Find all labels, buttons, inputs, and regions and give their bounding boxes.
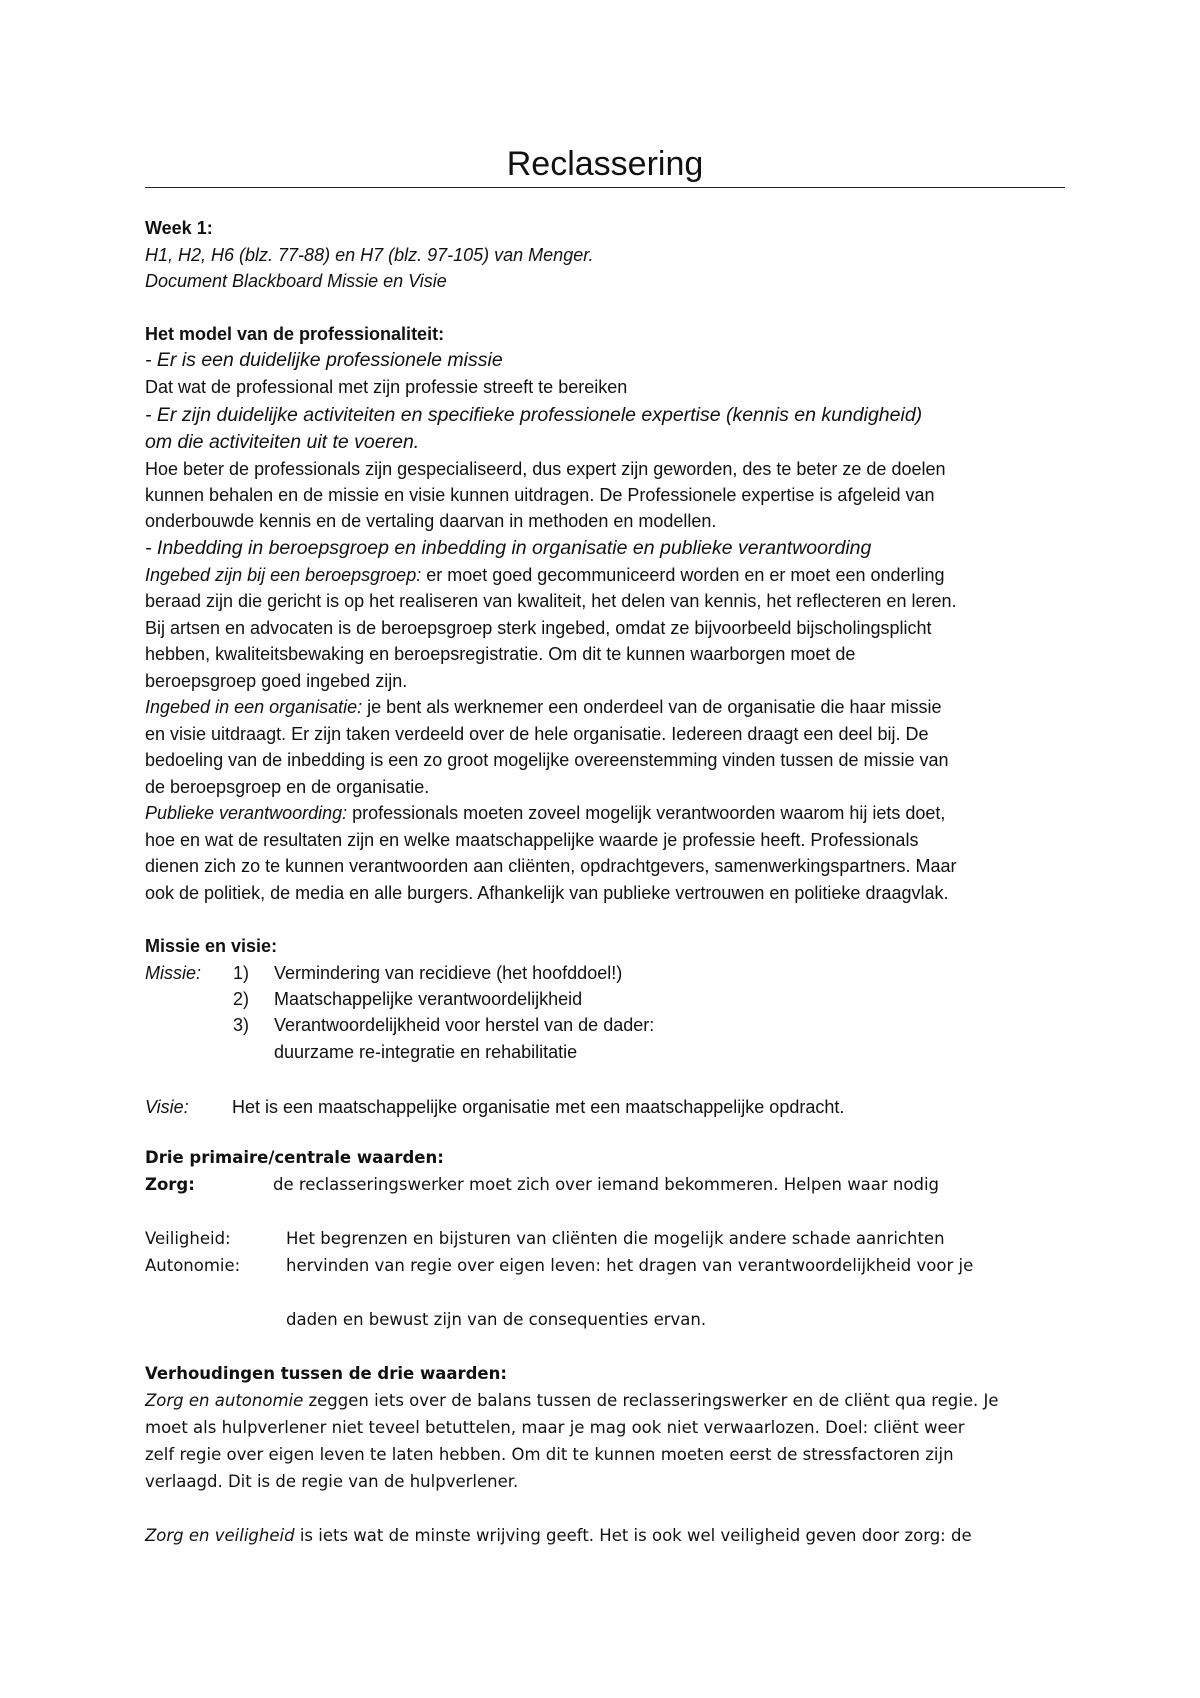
- visie-label: Visie:: [145, 1097, 189, 1117]
- beroepsgroep-label: Ingebed zijn bij een beroepsgroep:: [145, 565, 422, 585]
- waarden-heading: Drie primaire/centrale waarden:: [145, 1148, 444, 1167]
- model-point-2-text: onderbouwde kennis en de vertaling daarvan in methoden en modellen.: [145, 511, 717, 531]
- publiek-paragraph: Publieke verantwoording: professionals moeten zoveel mogelijk verantwoorden waarom hij iets doet,: [145, 803, 946, 823]
- zorg-autonomie-text: verlaagd. Dit is de regie van de hulpverlener.: [145, 1472, 519, 1491]
- publiek-text: dienen zich zo te kunnen verantwoorden aan cliënten, opdrachtgevers, samenwerkingspartners. Maar: [145, 856, 957, 876]
- publiek-text: hoe en wat de resultaten zijn en welke maatschappelijke waarde je professie heeft. Professionals: [145, 830, 919, 850]
- organisatie-text: de beroepsgroep en de organisatie.: [145, 777, 430, 797]
- autonomie-text: hervinden van regie over eigen leven: het dragen van verantwoordelijkheid voor je: [286, 1256, 974, 1275]
- zorg-autonomie-text: moet als hulpverlener niet teveel betuttelen, maar je mag ook niet verwaarlozen. Doel: cliënt weer: [145, 1418, 965, 1437]
- title-underline: [145, 187, 1065, 188]
- zorg-autonomie-text: zelf regie over eigen leven te laten hebben. Om dit te kunnen moeten eerst de stressfactoren zijn: [145, 1445, 954, 1464]
- missie-item-1-number: 1): [233, 963, 250, 983]
- beroepsgroep-text: hebben, kwaliteitsbewaking en beroepsregistratie. Om dit te kunnen waarborgen moet de: [145, 644, 856, 664]
- missie-item-1-text: Vermindering van recidieve (het hoofddoel!): [274, 963, 623, 983]
- zorg-text: de reclasseringswerker moet zich over iemand bekommeren. Helpen waar nodig: [273, 1175, 940, 1194]
- autonomie-text-cont: daden en bewust zijn van de consequenties ervan.: [286, 1310, 707, 1329]
- missie-item-2-text: Maatschappelijke verantwoordelijkheid: [274, 989, 583, 1009]
- model-heading: Het model van de professionaliteit:: [145, 324, 445, 344]
- organisatie-text: en visie uitdraagt. Er zijn taken verdeeld over de hele organisatie. Iedereen draagt een deel bij. De: [145, 724, 929, 744]
- page-title: Reclassering: [506, 145, 704, 183]
- missie-item-3-number: 3): [233, 1015, 250, 1035]
- beroepsgroep-text: Bij artsen en advocaten is de beroepsgroep sterk ingebed, omdat ze bijvoorbeeld bijscholingsplicht: [145, 618, 932, 638]
- model-point-3-heading: - Inbedding in beroepsgroep en inbedding in organisatie en publieke verantwoording: [145, 537, 872, 559]
- publiek-label: Publieke verantwoording:: [145, 803, 348, 823]
- zorg-label: Zorg:: [145, 1175, 195, 1194]
- visie-text: Het is een maatschappelijke organisatie met een maatschappelijke opdracht.: [232, 1097, 845, 1117]
- beroepsgroep-text: beroepsgroep goed ingebed zijn.: [145, 671, 408, 691]
- missie-item-3-cont: duurzame re-integratie en rehabilitatie: [274, 1042, 578, 1062]
- week-reading-line: H1, H2, H6 (blz. 77-88) en H7 (blz. 97-105) van Menger.: [145, 245, 594, 265]
- zorg-veiligheid-label: Zorg en veiligheid: [145, 1526, 295, 1545]
- model-point-2-text: kunnen behalen en de missie en visie kunnen uitdragen. De Professionele expertise is afgeleid van: [145, 485, 935, 505]
- model-point-2-text: Hoe beter de professionals zijn gespecialiseerd, dus expert zijn geworden, des te beter ze de doelen: [145, 459, 946, 479]
- autonomie-label: Autonomie:: [145, 1256, 241, 1275]
- zorg-autonomie-label: Zorg en autonomie: [145, 1391, 304, 1410]
- week-document-line: Document Blackboard Missie en Visie: [145, 271, 447, 291]
- verhoudingen-heading: Verhoudingen tussen de drie waarden:: [145, 1364, 507, 1383]
- missie-heading: Missie en visie:: [145, 936, 278, 956]
- organisatie-label: Ingebed in een organisatie:: [145, 697, 363, 717]
- missie-label: Missie:: [145, 963, 202, 983]
- week-heading: Week 1:: [145, 218, 213, 238]
- missie-item-3-text: Verantwoordelijkheid voor herstel van de dader:: [274, 1015, 655, 1035]
- model-point-1-heading: - Er is een duidelijke professionele missie: [145, 349, 503, 371]
- model-point-2-heading: - Er zijn duidelijke activiteiten en specifieke professionele expertise (kennis en kundigheid): [145, 404, 923, 426]
- zorg-veiligheid-paragraph: Zorg en veiligheid is iets wat de minste wrijving geeft. Het is ook wel veiligheid geven door zorg: de: [145, 1526, 972, 1545]
- missie-item-2-number: 2): [233, 989, 250, 1009]
- veiligheid-text: Het begrenzen en bijsturen van cliënten die mogelijk andere schade aanrichten: [286, 1229, 945, 1248]
- model-point-2-heading-cont: om die activiteiten uit te voeren.: [145, 431, 420, 453]
- model-point-1-text: Dat wat de professional met zijn professie streeft te bereiken: [145, 377, 628, 397]
- organisatie-text: bedoeling van de inbedding is een zo groot mogelijke overeenstemming vinden tussen de missie van: [145, 750, 949, 770]
- zorg-autonomie-paragraph: Zorg en autonomie zeggen iets over de balans tussen de reclasseringswerker en de cliënt qua regie. Je: [145, 1391, 999, 1410]
- organisatie-paragraph: Ingebed in een organisatie: je bent als werknemer een onderdeel van de organisatie die haar missie: [145, 697, 942, 717]
- beroepsgroep-text: beraad zijn die gericht is op het realiseren van kwaliteit, het delen van kennis, het reflecteren en leren.: [145, 591, 957, 611]
- beroepsgroep-paragraph: Ingebed zijn bij een beroepsgroep: er moet goed gecommuniceerd worden en er moet een onderling: [145, 565, 945, 585]
- publiek-text: ook de politiek, de media en alle burgers. Afhankelijk van publieke vertrouwen en politieke draagvlak.: [145, 883, 949, 903]
- veiligheid-label: Veiligheid:: [145, 1229, 231, 1248]
